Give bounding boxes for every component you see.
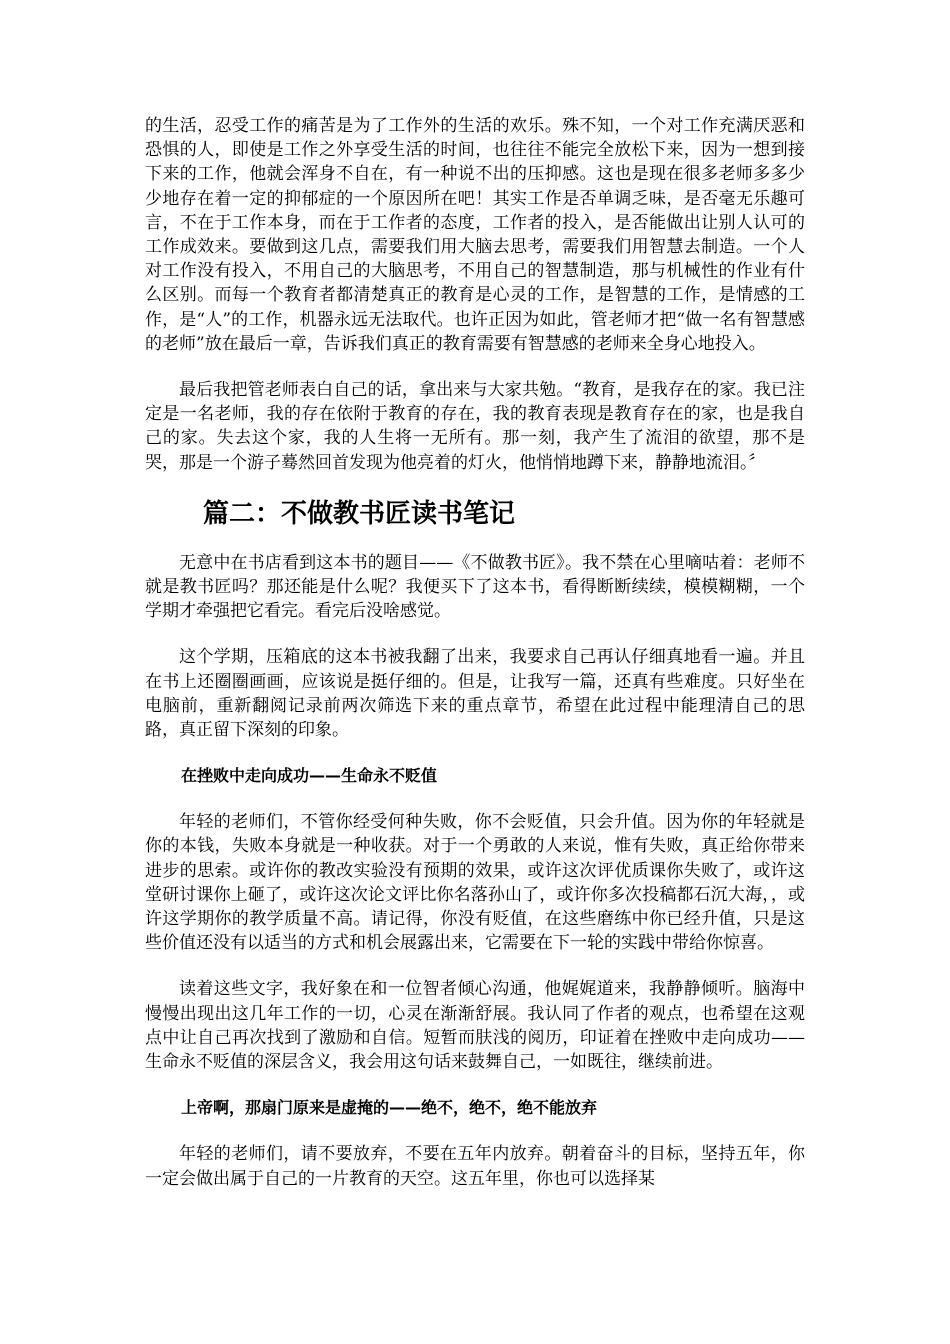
body-paragraph-continued: 的生活，忍受工作的痛苦是为了工作外的生活的欢乐。殊不知，一个对工作充满厌恶和恐惧的人，即使是工作之外享受生活的时间，也往往不能完全放松下来，因为一想到接下来的工作，他就会浑身不自在，有一种说不出的压抑感。这也是现在很多老师多多少少地存在着一定的抑郁症的一个原因所在吧！其实工作是否单调乏味，是否毫无乐趣可言，不在于工作本身，而在于工作者的态度，工作者的投入，是否能做出让别人认可的工作成效来。要做到这几点，需要我们用大脑去思考，需要我们用智慧去制造。一个人对工作没有投入，不用自己的大脑思考，不用自己的智慧制造，那与机械性的作业有什么区别。而每一个教育者都清楚真正的教育是心灵的工作，是智慧的工作，是情感的工作，是“人”的工作，机器永远无法取代。也许正因为如此，管老师才把“做一名有智慧感的老师”放在最后一章，告诉我们真正的教育需要有智慧感的老师来全身心地投入。 [145, 116, 805, 354]
subsection2-paragraph-1: 年轻的老师们，请不要放弃，不要在五年内放弃。朝着奋斗的目标，坚持五年，你一定会做出属于自己的一片教育的天空。这五年里，你也可以选择某 [145, 1144, 805, 1189]
subsection-heading-2: 上帝啊，那扇门原来是虚掩的——绝不，绝不，绝不能放弃 [181, 1098, 598, 1118]
section-title: 篇二：不做教书匠读书笔记 [203, 498, 516, 529]
subsection1-paragraph-1: 年轻的老师们，不管你经受何种失败，你不会贬值，只会升值。因为你的年轻就是你的本钱，失败本身就是一种收获。对于一个勇敢的人来说，惟有失败，真正给你带来进步的思索。或许你的教改实验没有预期的效果，或许这次评优质课你失败了，或许这堂研讨课你上砸了，或许这次论文评比你名落孙山了，或许你多次投稿都石沉大海，，或许这学期你的教学质量不高。请记得，你没有贬值，在这些磨练中你已经升值，只是这些价值还没有以适当的方式和机会展露出来，它需要在下一轮的实践中带给你惊喜。 [145, 812, 805, 954]
body-paragraph-closing-quote: 最后我把管老师表白自己的话，拿出来与大家共勉。“教育，是我存在的家。我已注定是一名老师，我的存在依附于教育的存在，我的教育表现是教育存在的家，也是我自己的家。失去这个家，我的人生将一无所有。那一刻，我产生了流泪的欲望，那不是哭，那是一个游子蓦然回首发现为他亮着的灯火，他悄悄地蹲下来，静静地流泪。〞 [145, 380, 805, 473]
subsection-heading-1: 在挫败中走向成功——生命永不贬值 [181, 766, 438, 786]
intro-paragraph-1: 无意中在书店看到这本书的题目——《不做教书匠》。我不禁在心里嘀咕着：老师不就是教书匠吗？那还能是什么呢？我便买下了这本书，看得断断续续，模模糊糊，一个学期才牵强把它看完。看完后没啥感觉。 [145, 552, 805, 622]
intro-paragraph-2: 这个学期，压箱底的这本书被我翻了出来，我要求自己再认仔细真地看一遍。并且在书上还圈圈画画，应该说是挺仔细的。但是，让我写一篇，还真有些难度。只好坐在电脑前，重新翻阅记录前两次筛选下来的重点章节，希望在此过程中能理清自己的思路，真正留下深刻的印象。 [145, 647, 805, 741]
subsection1-paragraph-2: 读着这些文字，我好象在和一位智者倾心沟通，他娓娓道来，我静静倾听。脑海中慢慢出现出这几年工作的一切，心灵在渐渐舒展。我认同了作者的观点，也希望在这观点中让自己再次找到了激励和自信。短暂而肤浅的阅历，印证着在挫败中走向成功——生命永不贬值的深层含义，我会用这句话来鼓舞自己，一如既往，继续前进。 [145, 979, 805, 1073]
document-page [145, 114, 805, 1213]
